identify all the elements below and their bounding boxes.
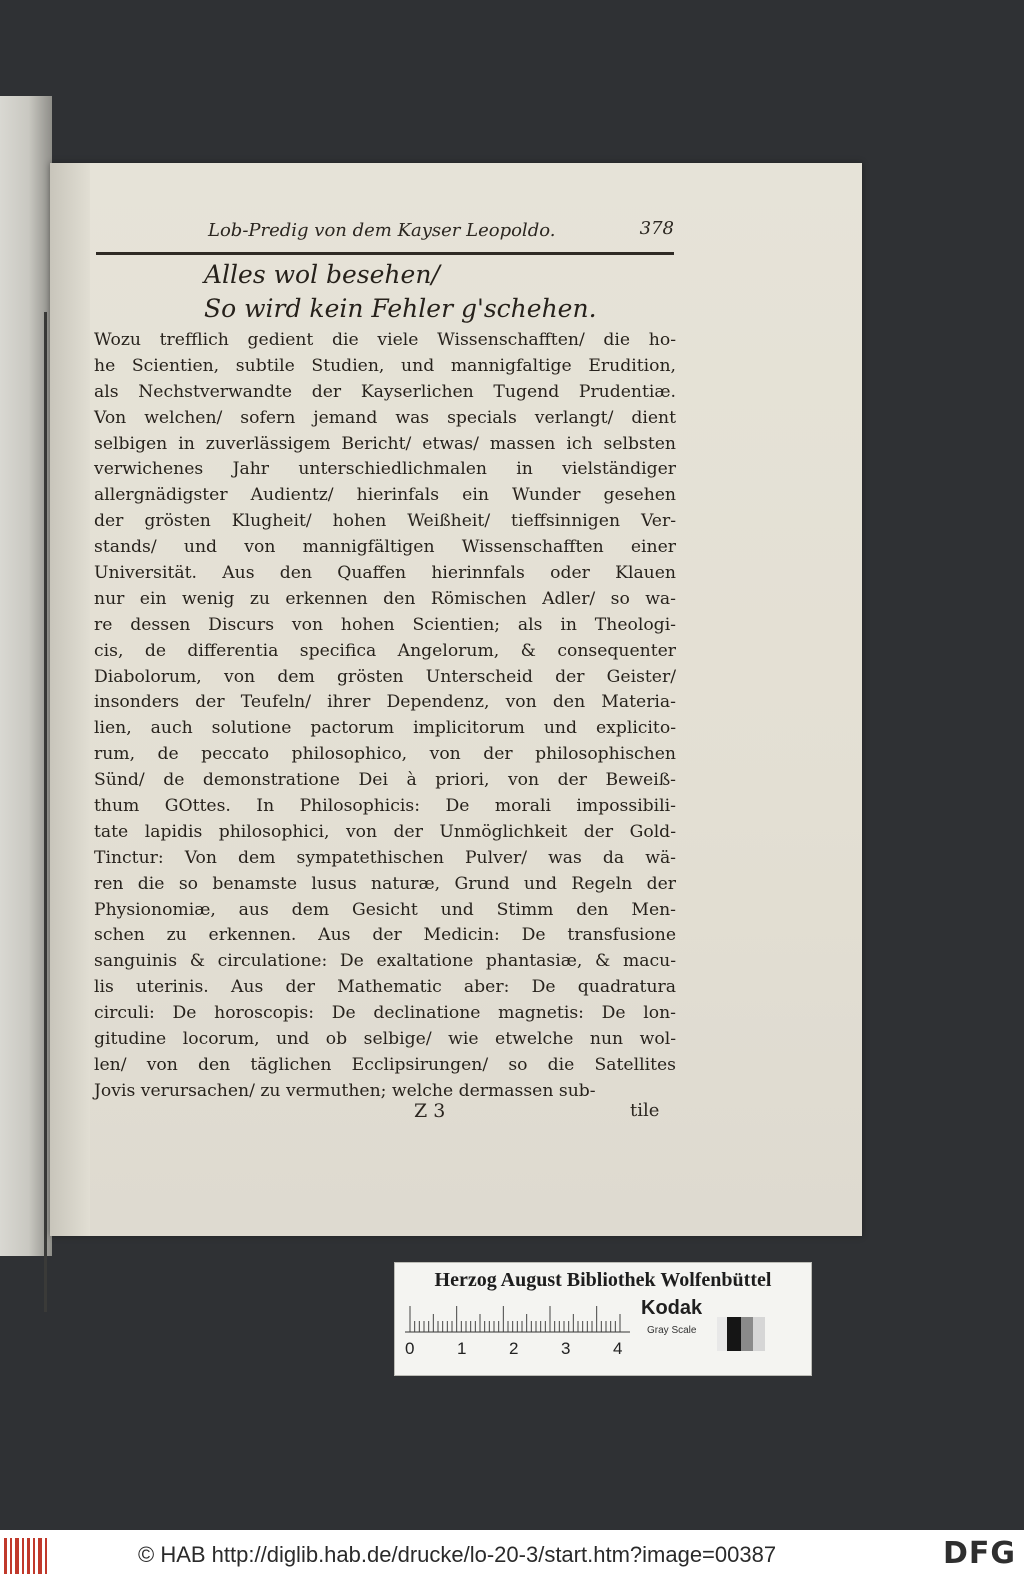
text-line: verwichenes Jahr unterschiedlichmalen in vielständiger [94,459,676,480]
text-line: cis, de differentia specifica Angelorum, & consequenter [94,640,676,661]
text-line: als Nechstverwandte der Kayserlichen Tugend Prudentiæ. [94,381,676,402]
text-line: len/ von den täglichen Ecclipsirungen/ so die Satellites [94,1054,676,1075]
reference-card [394,1262,812,1376]
text-line: lis uterinis. Aus der Mathematic aber: De quadratura [94,977,676,998]
scale-number: 1 [457,1339,467,1358]
signature-mark: Z 3 [414,1100,446,1122]
motto-line: So wird kein Fehler g'schehen. [204,294,597,323]
text-line: allergnädigster Audientz/ hierinfals ein Wunder gesehen [94,485,676,506]
text-line: he Scientien, subtile Studien, und mannigfaltige Erudition, [94,355,676,376]
text-line: Von welchen/ sofern jemand was specials verlangt/ dient [94,407,676,428]
scale-number: 2 [509,1339,519,1358]
text-line: sanguinis & circulatione: De exaltatione phantasiæ, & macu- [94,951,676,972]
running-head [96,214,674,248]
text-line: schen zu erkennen. Aus der Medicin: De transfusione [94,925,676,946]
text-line: Universität. Aus den Quaffen hierinnfals oder Klauen [94,563,676,584]
header-rule [96,252,674,255]
text-line: Wozu trefflich gedient die viele Wissenschafften/ die ho- [94,330,676,350]
text-line: rum, de peccato philosophico, von der philosophischen [94,744,676,765]
running-head-title: Lob-Predig von dem Kayser Leopoldo. [208,220,556,241]
footer-bar [0,1530,1024,1582]
text-line: re dessen Discurs von hohen Scientien; als in Theologi- [94,614,676,635]
scale-number: 4 [613,1339,623,1358]
text-line: nur ein wenig zu erkennen den Römischen Adler/ so wa- [94,588,676,609]
body-text [94,328,676,1105]
page-gutter [50,163,90,1236]
motto-block [204,258,597,326]
facing-page-edge [0,96,52,1256]
text-line: gitudine locorum, und ob selbige/ wie etwelche nun wol- [94,1029,676,1050]
text-line: ren die so benamste lusus naturæ, Grund und Regeln der [94,873,676,894]
text-line: Physionomiæ, aus dem Gesicht und Stimm den Men- [94,899,676,920]
text-line: circuli: De horoscopis: De declinatione magnetis: De lon- [94,1003,676,1024]
library-name: Herzog August Bibliothek Wolfenbüttel [434,1269,772,1291]
text-line: Sünd/ de demonstratione Dei à priori, von der Beweiß- [94,770,676,791]
text-line: Tinctur: Von dem sympatethischen Pulver/ was da wä- [94,847,676,868]
copyright-link[interactable]: © HAB http://diglib.hab.de/drucke/lo-20-3/start.htm?image=00387 [138,1542,777,1567]
text-line: tate lapidis philosophici, von der Unmöglichkeit der Gold- [94,821,676,842]
scale-number: 3 [561,1339,571,1358]
scale-numbers [405,1339,630,1361]
kodak-subtitle: Gray Scale [647,1325,697,1336]
scale-number: 0 [405,1339,415,1358]
motto-line: Alles wol besehen/ [204,260,440,289]
text-line: Jovis verursachen/ zu vermuthen; welche dermassen sub- [94,1080,596,1101]
text-line: Diabolorum, von dem grösten Unterscheid der Geister/ [94,666,676,687]
page-number: 378 [639,218,674,239]
gray-scale-patch [717,1317,765,1351]
text-line: der grösten Klugheit/ hohen Weißheit/ tieffsinnigen Ver- [94,511,676,532]
kodak-brand: Kodak [641,1297,703,1319]
text-line: lien, auch solutione pactorum implicitorum und explicito- [94,718,676,739]
dfg-logo: DFG [942,1536,1016,1571]
text-line: thum GOttes. In Philosophicis: De morali impossibili- [94,796,676,817]
text-line: selbigen in zuverlässigem Bericht/ etwas/ massen ich selbsten [94,433,676,454]
text-line: stands/ und von mannigfältigen Wissenschafften einer [94,537,676,558]
ruler-scale [405,1303,630,1333]
text-line: insonders der Teufeln/ ihrer Dependenz, von den Materia- [94,692,676,713]
catchword: tile [630,1100,660,1121]
page-edge-shadow [44,312,47,1312]
barcode-icon [4,1538,48,1574]
